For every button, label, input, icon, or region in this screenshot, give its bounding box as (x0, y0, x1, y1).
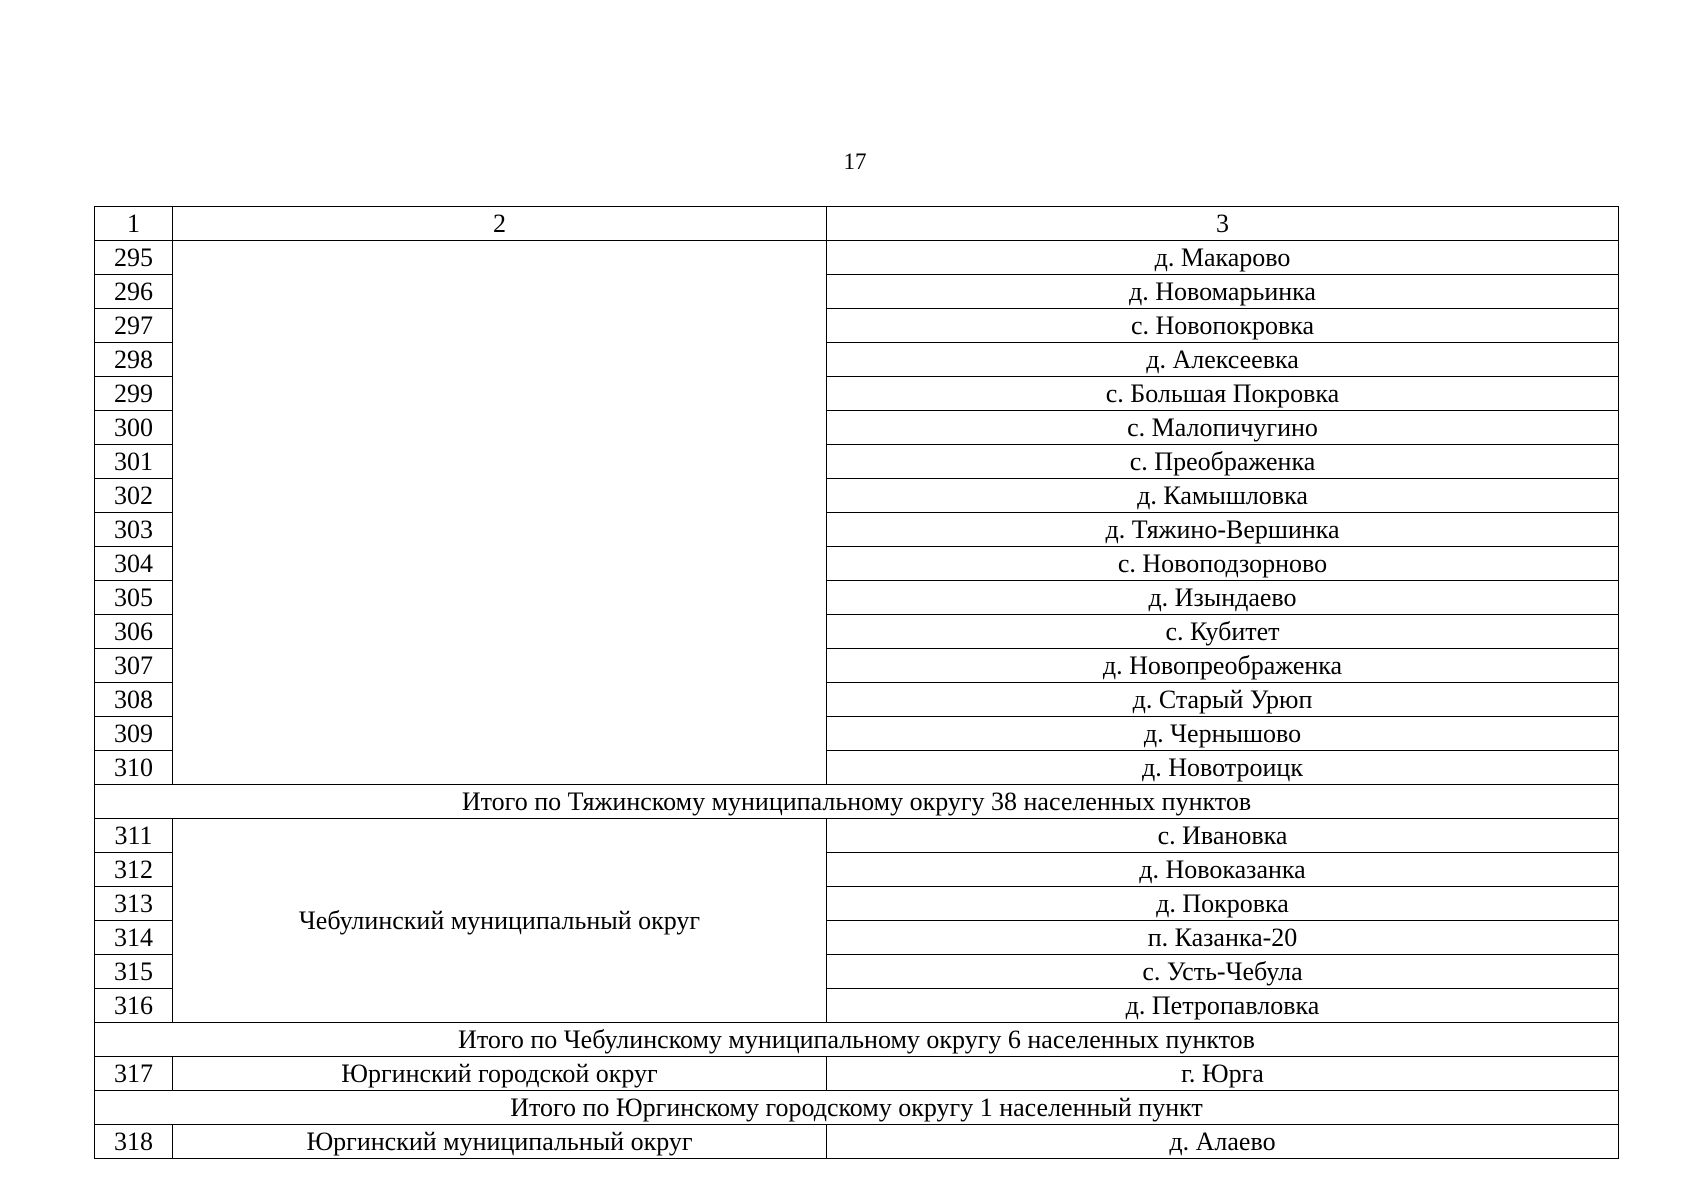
row-number: 305 (95, 581, 173, 615)
row-number: 297 (95, 309, 173, 343)
row-number: 300 (95, 411, 173, 445)
settlement-name: д. Камышловка (827, 479, 1619, 513)
row-number: 309 (95, 717, 173, 751)
row-number: 313 (95, 887, 173, 921)
settlement-name: д. Новопреображенка (827, 649, 1619, 683)
row-number: 303 (95, 513, 173, 547)
settlement-name: г. Юрга (827, 1057, 1619, 1091)
row-number: 301 (95, 445, 173, 479)
settlement-name: д. Покровка (827, 887, 1619, 921)
page-number: 17 (843, 149, 867, 174)
settlement-name: д. Старый Урюп (827, 683, 1619, 717)
settlement-name: с. Кубитет (827, 615, 1619, 649)
row-number: 317 (95, 1057, 173, 1091)
row-number: 302 (95, 479, 173, 513)
settlement-name: с. Ивановка (827, 819, 1619, 853)
settlement-name: с. Большая Покровка (827, 377, 1619, 411)
row-number: 298 (95, 343, 173, 377)
column-header-settlement: 3 (827, 207, 1619, 241)
table-row (95, 819, 1619, 853)
row-number: 311 (95, 819, 173, 853)
table-row (95, 1057, 1619, 1091)
settlement-name: с. Малопичугино (827, 411, 1619, 445)
row-number: 296 (95, 275, 173, 309)
settlement-name: д. Алаево (827, 1125, 1619, 1159)
row-number: 308 (95, 683, 173, 717)
total-text: Итого по Юргинскому городскому округу 1 населенный пункт (95, 1091, 1619, 1125)
row-number: 316 (95, 989, 173, 1023)
settlement-name: п. Казанка-20 (827, 921, 1619, 955)
row-number: 310 (95, 751, 173, 785)
row-number: 306 (95, 615, 173, 649)
total-row (95, 785, 1619, 819)
column-header-district: 2 (173, 207, 827, 241)
settlement-name: д. Петропавловка (827, 989, 1619, 1023)
settlement-name: д. Новотроицк (827, 751, 1619, 785)
settlement-name: д. Изындаево (827, 581, 1619, 615)
settlement-name: д. Чернышово (827, 717, 1619, 751)
column-header-number: 1 (95, 207, 173, 241)
settlement-name: д. Алексеевка (827, 343, 1619, 377)
district-name (173, 241, 827, 785)
table-header-row (95, 207, 1619, 241)
table-row (95, 1125, 1619, 1159)
settlement-name: с. Преображенка (827, 445, 1619, 479)
total-text: Итого по Чебулинскому муниципальному округу 6 населенных пунктов (95, 1023, 1619, 1057)
row-number: 295 (95, 241, 173, 275)
district-name: Чебулинский муниципальный округ (173, 819, 827, 1023)
row-number: 307 (95, 649, 173, 683)
settlement-name: д. Тяжино-Вершинка (827, 513, 1619, 547)
settlement-name: д. Новоказанка (827, 853, 1619, 887)
settlement-name: д. Макарово (827, 241, 1619, 275)
row-number: 312 (95, 853, 173, 887)
total-text: Итого по Тяжинскому муниципальному округу 38 населенных пунктов (95, 785, 1619, 819)
row-number: 318 (95, 1125, 173, 1159)
row-number: 314 (95, 921, 173, 955)
row-number: 315 (95, 955, 173, 989)
settlement-name: с. Усть-Чебула (827, 955, 1619, 989)
settlement-name: д. Новомарьинка (827, 275, 1619, 309)
settlement-name: с. Новоподзорново (827, 547, 1619, 581)
district-name: Юргинский городской округ (173, 1057, 827, 1091)
row-number: 299 (95, 377, 173, 411)
row-number: 304 (95, 547, 173, 581)
settlement-name: с. Новопокровка (827, 309, 1619, 343)
district-name: Юргинский муниципальный округ (173, 1125, 827, 1159)
settlements-table (94, 206, 1619, 1159)
total-row (95, 1091, 1619, 1125)
table-row (95, 241, 1619, 275)
total-row (95, 1023, 1619, 1057)
